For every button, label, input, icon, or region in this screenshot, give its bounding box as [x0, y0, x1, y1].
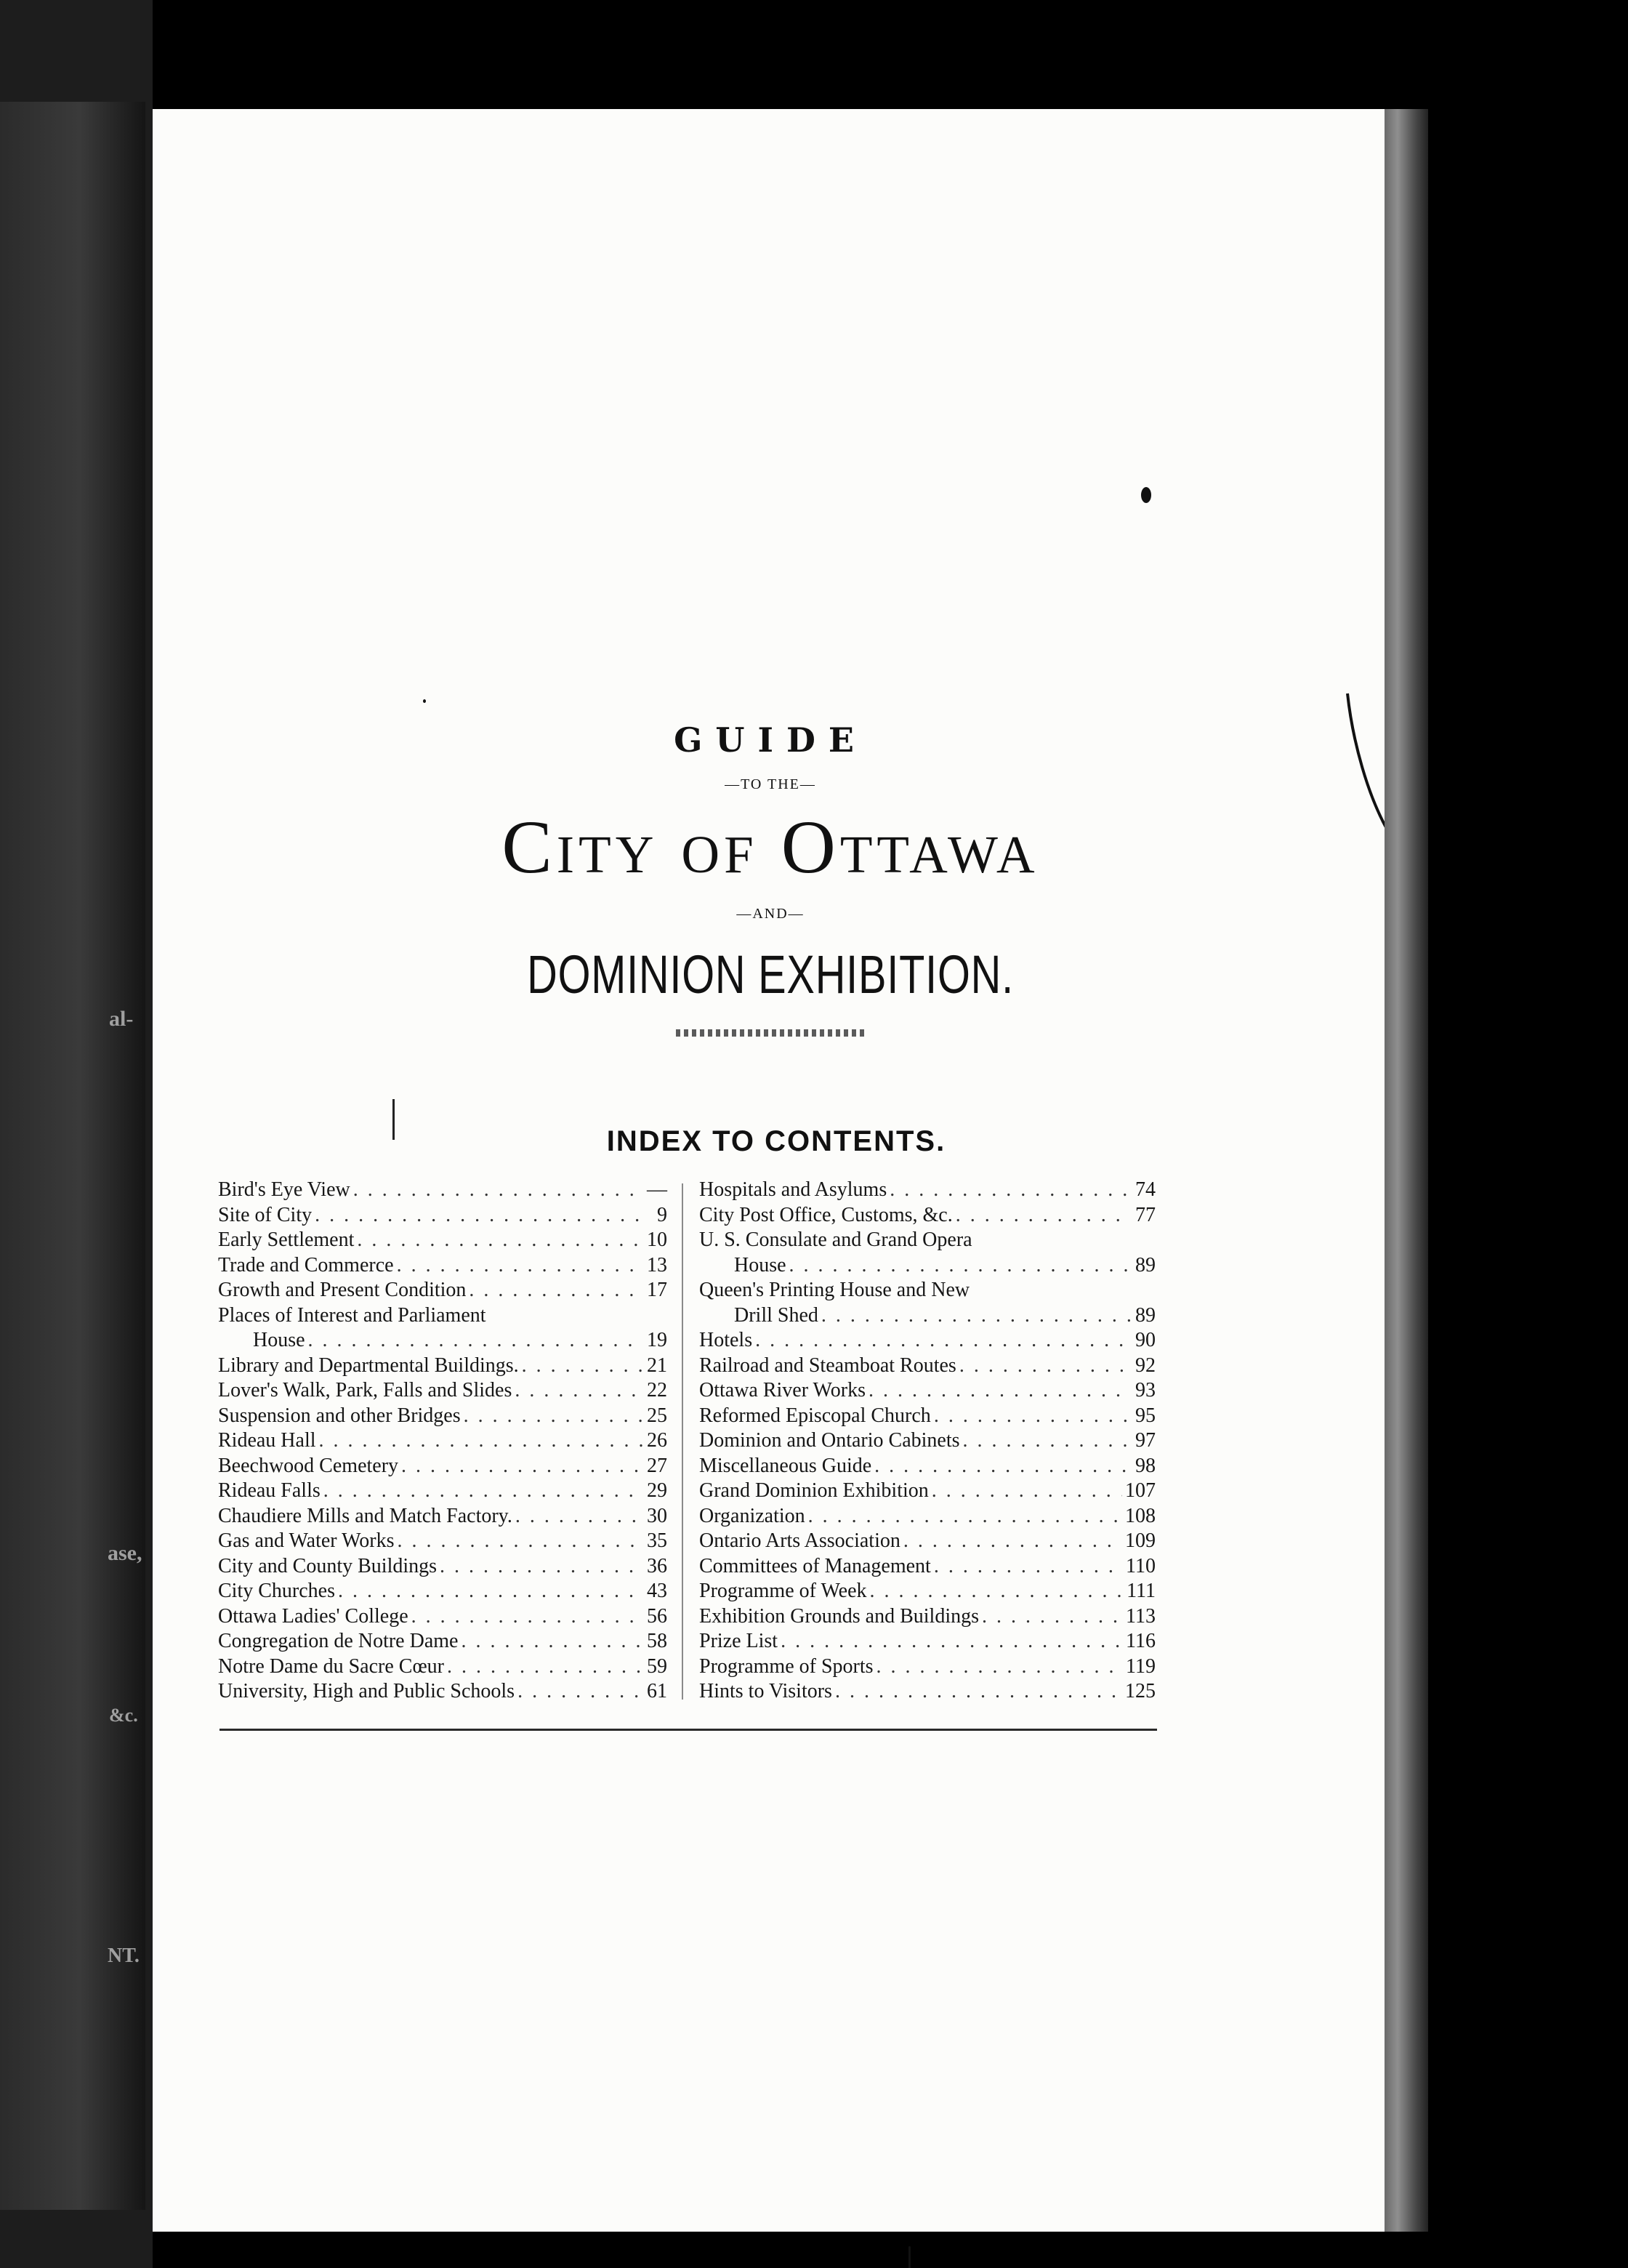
toc-entry [218, 1428, 667, 1454]
dot-leader [461, 1629, 642, 1654]
toc-entry [218, 1504, 667, 1529]
dot-leader [982, 1604, 1123, 1630]
dot-leader [522, 1354, 642, 1379]
toc-entry [218, 1679, 667, 1705]
toc-page-number: 110 [1126, 1554, 1156, 1577]
toc-page-number: 77 [1135, 1203, 1156, 1226]
facing-page-fragment: al- [109, 1007, 134, 1031]
toc-entry-label: Places of Interest and Parliament [218, 1303, 486, 1327]
toc-page-number: 113 [1126, 1604, 1156, 1628]
toc-entry [218, 1253, 667, 1279]
guide-title: GUIDE [674, 720, 867, 760]
toc-entry-continuation [218, 1328, 667, 1354]
dot-leader [835, 1679, 1122, 1705]
dot-leader [963, 1428, 1131, 1454]
toc-entry-label: Programme of Week [699, 1580, 867, 1602]
dot-leader [903, 1529, 1122, 1554]
toc-page-number: 30 [647, 1504, 667, 1527]
toc-entry-label: Reformed Episcopal Church [699, 1404, 931, 1427]
toc-page-number: 107 [1125, 1479, 1156, 1502]
index-heading [153, 1125, 1388, 1158]
ink-speck [908, 2246, 911, 2268]
toc-entry-continuation [699, 1303, 1156, 1329]
toc-entry [218, 1404, 667, 1429]
dot-leader [440, 1554, 642, 1580]
toc-entry-label: University, High and Public Schools [218, 1680, 515, 1702]
toc-entry-label: Bird's Eye View [218, 1178, 350, 1201]
toc-page-number: 29 [647, 1479, 667, 1502]
toc-entry [699, 1529, 1156, 1554]
toc-entry-label: Lover's Walk, Park, Falls and Slides [218, 1379, 512, 1402]
toc-entry-label: Congregation de Notre Dame [218, 1630, 459, 1652]
toc-entry-continuation [699, 1253, 1156, 1279]
toc-entry-label: Organization [699, 1504, 805, 1527]
dot-leader [397, 1253, 642, 1279]
toc-entry-label: Miscellaneous Guide [699, 1454, 872, 1477]
toc-entry-label: Prize List [699, 1630, 778, 1652]
to-the-separator: —TO THE— [725, 776, 816, 792]
toc-entry [699, 1604, 1156, 1630]
dot-leader [515, 1504, 642, 1529]
toc-entry [699, 1504, 1156, 1529]
facing-page-fragment: NT. [108, 1945, 140, 1967]
dot-leader [401, 1454, 642, 1479]
toc-page-number: 26 [647, 1429, 667, 1452]
toc-page-number: 9 [657, 1203, 667, 1226]
toc-entry [218, 1554, 667, 1580]
dot-leader [411, 1604, 642, 1630]
toc-entry [699, 1354, 1156, 1379]
toc-entry [218, 1178, 667, 1203]
toc-page-number: 35 [647, 1529, 667, 1552]
toc-right-column [699, 1178, 1156, 1705]
toc-entry [699, 1679, 1156, 1705]
dot-leader [338, 1579, 642, 1604]
toc-entry-label: U. S. Consulate and Grand Opera [699, 1228, 972, 1251]
toc-entry [699, 1654, 1156, 1680]
toc-entry-label: Queen's Printing House and New [699, 1279, 970, 1301]
toc-entry-label: Rideau Falls [218, 1479, 321, 1502]
toc-entry-label: Ottawa River Works [699, 1379, 866, 1402]
toc-page-number: 74 [1135, 1178, 1156, 1201]
toc-page-number: 90 [1135, 1329, 1156, 1351]
index-heading-text: INDEX TO CONTENTS. [606, 1125, 946, 1157]
toc-entry-label: Grand Dominion Exhibition [699, 1479, 929, 1502]
toc-entry [699, 1203, 1156, 1228]
toc-entry [218, 1454, 667, 1479]
toc-entry-label: Site of City [218, 1203, 313, 1226]
toc-entry [699, 1178, 1156, 1203]
toc-entry-label: Library and Departmental Buildings. [218, 1354, 519, 1377]
toc-page-number: 21 [647, 1354, 667, 1377]
toc-page-number: 111 [1127, 1580, 1156, 1602]
toc-entry [699, 1378, 1156, 1404]
toc-page-number: 56 [647, 1604, 667, 1628]
toc-left-column [218, 1178, 667, 1705]
toc-entry-label: Hotels [699, 1329, 753, 1351]
toc-page-number: 89 [1135, 1303, 1156, 1327]
toc-entry [699, 1629, 1156, 1654]
ink-speck [423, 699, 426, 703]
toc-page-number: 43 [647, 1580, 667, 1602]
dot-leader [890, 1178, 1131, 1203]
toc-page-number: 93 [1135, 1379, 1156, 1402]
toc-page-number: 58 [647, 1630, 667, 1652]
dot-leader [357, 1228, 642, 1253]
dot-leader [956, 1203, 1131, 1228]
dot-leader [934, 1404, 1131, 1429]
ornamental-rule [676, 1029, 865, 1037]
toc-entry [699, 1428, 1156, 1454]
toc-page-number: 109 [1125, 1529, 1156, 1552]
toc-entry-label: Hints to Visitors [699, 1680, 832, 1702]
book-page [153, 109, 1388, 2232]
exhibition-title: DOMINION EXHIBITION. [527, 944, 1014, 1005]
toc-page-number: 98 [1135, 1454, 1156, 1477]
toc-page-number: 27 [647, 1454, 667, 1477]
dot-leader [315, 1203, 642, 1228]
facing-page-edge [0, 102, 145, 2210]
toc-entry [218, 1529, 667, 1554]
toc-entry [218, 1278, 667, 1303]
toc-entry [699, 1278, 1156, 1303]
toc-page-number: 108 [1125, 1504, 1156, 1527]
toc-page-number: 116 [1126, 1630, 1156, 1652]
toc-page-number: 17 [647, 1279, 667, 1301]
toc-entry-label: Ontario Arts Association [699, 1529, 900, 1552]
dot-leader [464, 1404, 642, 1429]
dot-leader [870, 1579, 1124, 1604]
book-block-edge [1385, 109, 1428, 2232]
toc-page-number: 95 [1135, 1404, 1156, 1427]
toc-page-number: 25 [647, 1404, 667, 1427]
toc-entry-label: Early Settlement [218, 1228, 355, 1251]
toc-entry-label: City Post Office, Customs, &c. [699, 1203, 953, 1226]
bottom-rule [219, 1729, 1157, 1731]
dot-leader [308, 1328, 642, 1354]
dot-leader [821, 1303, 1131, 1329]
title-block [153, 718, 1388, 1037]
facing-page-fragment: ase, [108, 1541, 142, 1565]
dot-leader [789, 1253, 1131, 1279]
toc-entry-label: Hospitals and Asylums [699, 1178, 887, 1201]
toc-entry [218, 1354, 667, 1379]
dot-leader [934, 1554, 1123, 1580]
dot-leader [781, 1629, 1123, 1654]
toc-entry-label: Ottawa Ladies' College [218, 1604, 408, 1628]
dot-leader [932, 1479, 1122, 1504]
toc-entry-label: Dominion and Ontario Cabinets [699, 1429, 960, 1452]
toc-entry-label: Gas and Water Works [218, 1529, 395, 1552]
ink-speck [1141, 487, 1151, 503]
toc-entry-label: Railroad and Steamboat Routes [699, 1354, 956, 1377]
toc-entry-label: Suspension and other Bridges [218, 1404, 461, 1427]
dot-leader [353, 1178, 642, 1203]
toc-page-number: 36 [647, 1554, 667, 1577]
toc-page-number: 10 [647, 1228, 667, 1251]
toc-entry-label: Trade and Commerce [218, 1253, 394, 1276]
toc-entry [218, 1378, 667, 1404]
toc-entry [218, 1303, 667, 1329]
toc-entry [218, 1479, 667, 1504]
toc-entry-label-continued: House [734, 1253, 786, 1276]
and-separator: —AND— [736, 906, 805, 922]
toc-entry [218, 1579, 667, 1604]
toc-entry [699, 1404, 1156, 1429]
toc-entry-label-continued: House [253, 1329, 305, 1351]
dot-leader [959, 1354, 1131, 1379]
toc-page-number: 13 [647, 1253, 667, 1276]
dot-leader [323, 1479, 642, 1504]
toc-entry [699, 1554, 1156, 1580]
dot-leader [398, 1529, 642, 1554]
dot-leader [877, 1654, 1124, 1680]
toc-entry [699, 1479, 1156, 1504]
dot-leader [755, 1328, 1131, 1354]
toc-entry-label: Chaudiere Mills and Match Factory. [218, 1504, 512, 1527]
dot-leader [874, 1454, 1131, 1479]
toc-entry [218, 1629, 667, 1654]
column-divider [682, 1183, 683, 1700]
toc-entry [699, 1228, 1156, 1253]
toc-entry-label: Rideau Hall [218, 1429, 316, 1452]
toc-page-number: 22 [647, 1379, 667, 1402]
toc-entry-label: Notre Dame du Sacre Cœur [218, 1654, 445, 1678]
toc-page-number: 92 [1135, 1354, 1156, 1377]
toc-page-number: 89 [1135, 1253, 1156, 1276]
dot-leader [319, 1428, 642, 1454]
dot-leader [869, 1378, 1131, 1404]
dot-leader [517, 1679, 642, 1705]
toc-entry [218, 1654, 667, 1680]
toc-entry-label: Committees of Management [699, 1554, 931, 1577]
toc-entry-label: Beechwood Cemetery [218, 1454, 399, 1477]
toc-entry-label: City Churches [218, 1580, 335, 1602]
toc-entry-label: Programme of Sports [699, 1654, 874, 1678]
toc-entry-label: Growth and Present Condition [218, 1279, 467, 1301]
dot-leader [447, 1654, 642, 1680]
toc-entry [218, 1604, 667, 1630]
dot-leader [515, 1378, 642, 1404]
toc-entry [699, 1328, 1156, 1354]
toc-entry-label-continued: Drill Shed [734, 1303, 818, 1327]
dot-leader [469, 1278, 642, 1303]
toc-entry [699, 1454, 1156, 1479]
toc-page-number: 59 [647, 1654, 667, 1678]
toc-page-number: 19 [647, 1329, 667, 1351]
toc-page-number: 119 [1126, 1654, 1156, 1678]
toc-page-number: 125 [1125, 1680, 1156, 1702]
facing-page-fragment: &c. [109, 1705, 138, 1726]
toc-page-number: 61 [647, 1680, 667, 1702]
toc-entry-label: Exhibition Grounds and Buildings [699, 1604, 979, 1628]
toc-entry [218, 1203, 667, 1228]
toc-entry [218, 1228, 667, 1253]
toc-page-number: — [647, 1178, 667, 1201]
toc-page-number: 97 [1135, 1429, 1156, 1452]
toc-entry [699, 1579, 1156, 1604]
toc-entry-label: City and County Buildings [218, 1554, 438, 1577]
city-title: City of Ottawa [501, 805, 1039, 889]
dot-leader [808, 1504, 1122, 1529]
